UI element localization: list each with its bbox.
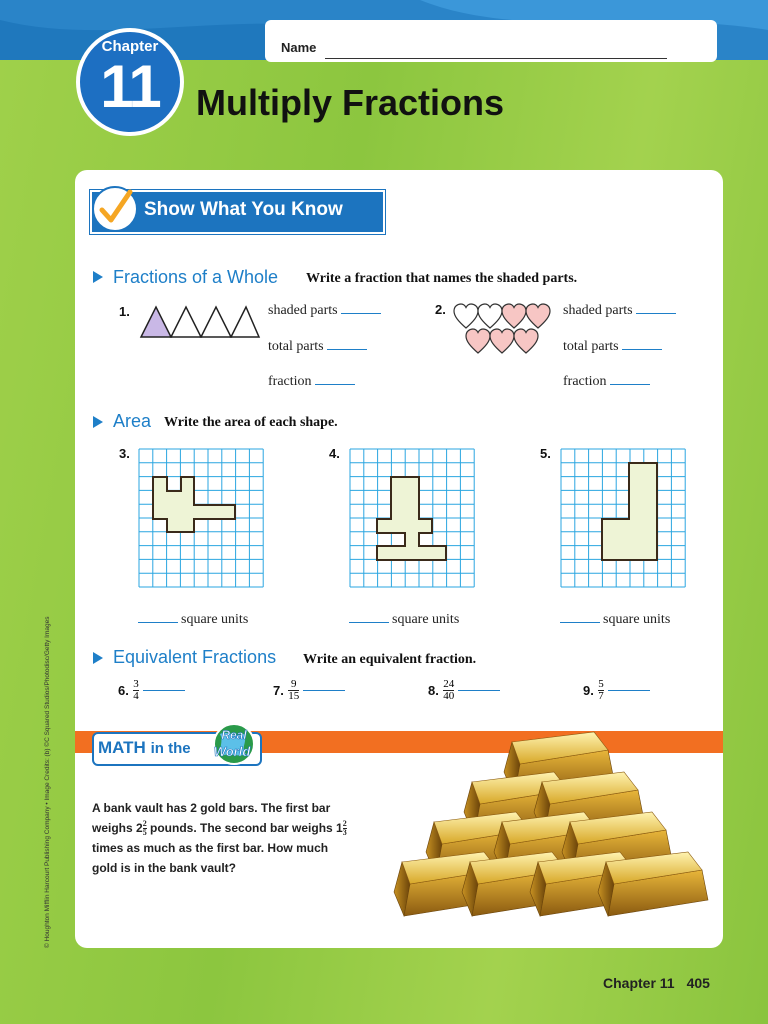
chapter-badge [76,28,184,136]
problem-number: 1. [119,304,130,319]
square-units-label: square units [392,612,460,627]
section-heading-equivalent: Equivalent Fractions [113,647,277,667]
triangle-shaded [141,307,171,337]
equivalent-item-6 [118,679,185,702]
answer-blank[interactable] [138,621,178,623]
chapter-number: 11 [100,53,160,120]
fraction [598,679,604,702]
banner-label: Show What You Know [144,199,343,220]
numerator: 24 [443,678,455,690]
denominator: 7 [598,690,604,702]
heart [478,304,502,328]
shaded-parts-label: shaded parts [563,303,633,318]
footer-chapter: Chapter 11 [603,975,675,991]
heart-shaded [526,304,550,328]
problem-number: 3. [119,446,130,461]
fraction [133,679,139,702]
area-grid-5 [560,448,686,592]
square-units-label: square units [181,612,249,627]
triangle [171,307,201,337]
answer-blank[interactable] [303,690,345,691]
fraction-label: fraction [563,374,607,389]
story-text: pounds. The second bar weighs 1 [146,821,343,835]
numerator: 2 [142,819,147,829]
story-line: times as much as the first bar. How much [92,841,329,855]
gold-bar [598,852,708,916]
section-instruction-fractions: Write a fraction that names the shaded parts. [306,271,578,286]
triangle [231,307,259,337]
fraction [443,679,454,702]
answer-blank[interactable] [341,312,381,314]
real-word: Real [221,728,247,742]
area-grid-4 [349,448,475,592]
heart-shaded [514,329,538,353]
square-units-row [138,612,248,628]
total-parts-row [563,339,662,355]
name-field[interactable] [325,58,667,59]
heart [454,304,478,328]
hearts-figure [453,303,553,359]
denominator: 4 [133,690,139,702]
heart-shaded [490,329,514,353]
total-parts-row [268,339,367,355]
square-units-label: square units [603,612,671,627]
section-arrow-icon [93,416,103,428]
fraction-label: fraction [268,374,312,389]
shaded-parts-row [563,303,676,319]
answer-blank[interactable] [560,621,600,623]
square-units-row [560,612,670,628]
problem-number: 2. [435,302,446,317]
shaded-parts-row [268,303,381,319]
area-shape [602,463,657,560]
section-heading-fractions: Fractions of a Whole [113,267,279,287]
problem-number: 4. [329,446,340,461]
gold-bar-stack [394,732,708,916]
credit-line: © Houghton Mifflin Harcourt Publishing Company • Image Credits: (b) ©C Squared Studios/Photodisc/Getty Images [44,616,51,948]
triangle [201,307,231,337]
fraction [288,679,299,702]
footer-page-number: 405 [686,975,710,991]
triangles-figure [139,305,261,339]
world-word: World [213,744,251,759]
story-text: weighs 2 [92,821,143,835]
section-arrow-icon [93,652,103,664]
checkmark-icon [94,188,136,230]
answer-blank[interactable] [327,348,367,350]
area-shape [153,477,235,532]
story-line [92,818,392,838]
name-label: Name [281,40,317,55]
problem-number: 6. [118,683,129,698]
fraction-row [563,374,650,390]
gold-bars-image [380,728,720,928]
story-line: gold is in the bank vault? [92,861,237,875]
answer-blank[interactable] [608,690,650,691]
section-instruction-area: Write the area of each shape. [164,415,338,430]
chapter-word: Chapter [101,38,159,55]
denominator: 15 [288,690,300,702]
denominator: 5 [142,828,147,838]
numerator: 3 [133,678,139,690]
square-units-row [349,612,459,628]
answer-blank[interactable] [458,690,500,691]
numerator: 5 [598,678,604,690]
problem-number: 5. [540,446,551,461]
section-heading-area: Area [113,411,152,431]
answer-blank[interactable] [143,690,185,691]
total-parts-label: total parts [268,339,324,354]
checkmark-badge [92,186,138,232]
page-title: Multiply Fractions [196,82,505,123]
equivalent-item-9 [583,679,650,702]
denominator: 40 [443,690,455,702]
name-box [265,20,717,62]
problem-number: 9. [583,683,594,698]
heart-shaded [466,329,490,353]
total-parts-label: total parts [563,339,619,354]
numerator: 9 [291,678,297,690]
answer-blank[interactable] [349,621,389,623]
word-problem [92,798,392,878]
answer-blank[interactable] [315,383,355,385]
math-word: MATH [98,738,146,757]
problem-number: 7. [273,683,284,698]
area-grid-3 [138,448,264,592]
section-instruction-equivalent: Write an equivalent fraction. [303,652,477,667]
shaded-parts-label: shaded parts [268,303,338,318]
answer-blank[interactable] [622,348,662,350]
section-arrow-icon [93,271,103,283]
globe-icon [200,722,264,770]
story-line: A bank vault has 2 gold bars. The first bar [92,801,331,815]
page-footer [603,975,710,991]
answer-blank[interactable] [610,383,650,385]
credit-line-container [44,548,58,948]
numerator: 2 [342,819,347,829]
answer-blank[interactable] [636,312,676,314]
denominator: 3 [342,828,347,838]
problem-number: 8. [428,683,439,698]
fraction-row [268,374,355,390]
heart-shaded [502,304,526,328]
in-the-word: in the [150,740,191,757]
math-in-the-text [98,738,191,758]
equivalent-item-7 [273,679,345,702]
equivalent-item-8 [428,679,500,702]
